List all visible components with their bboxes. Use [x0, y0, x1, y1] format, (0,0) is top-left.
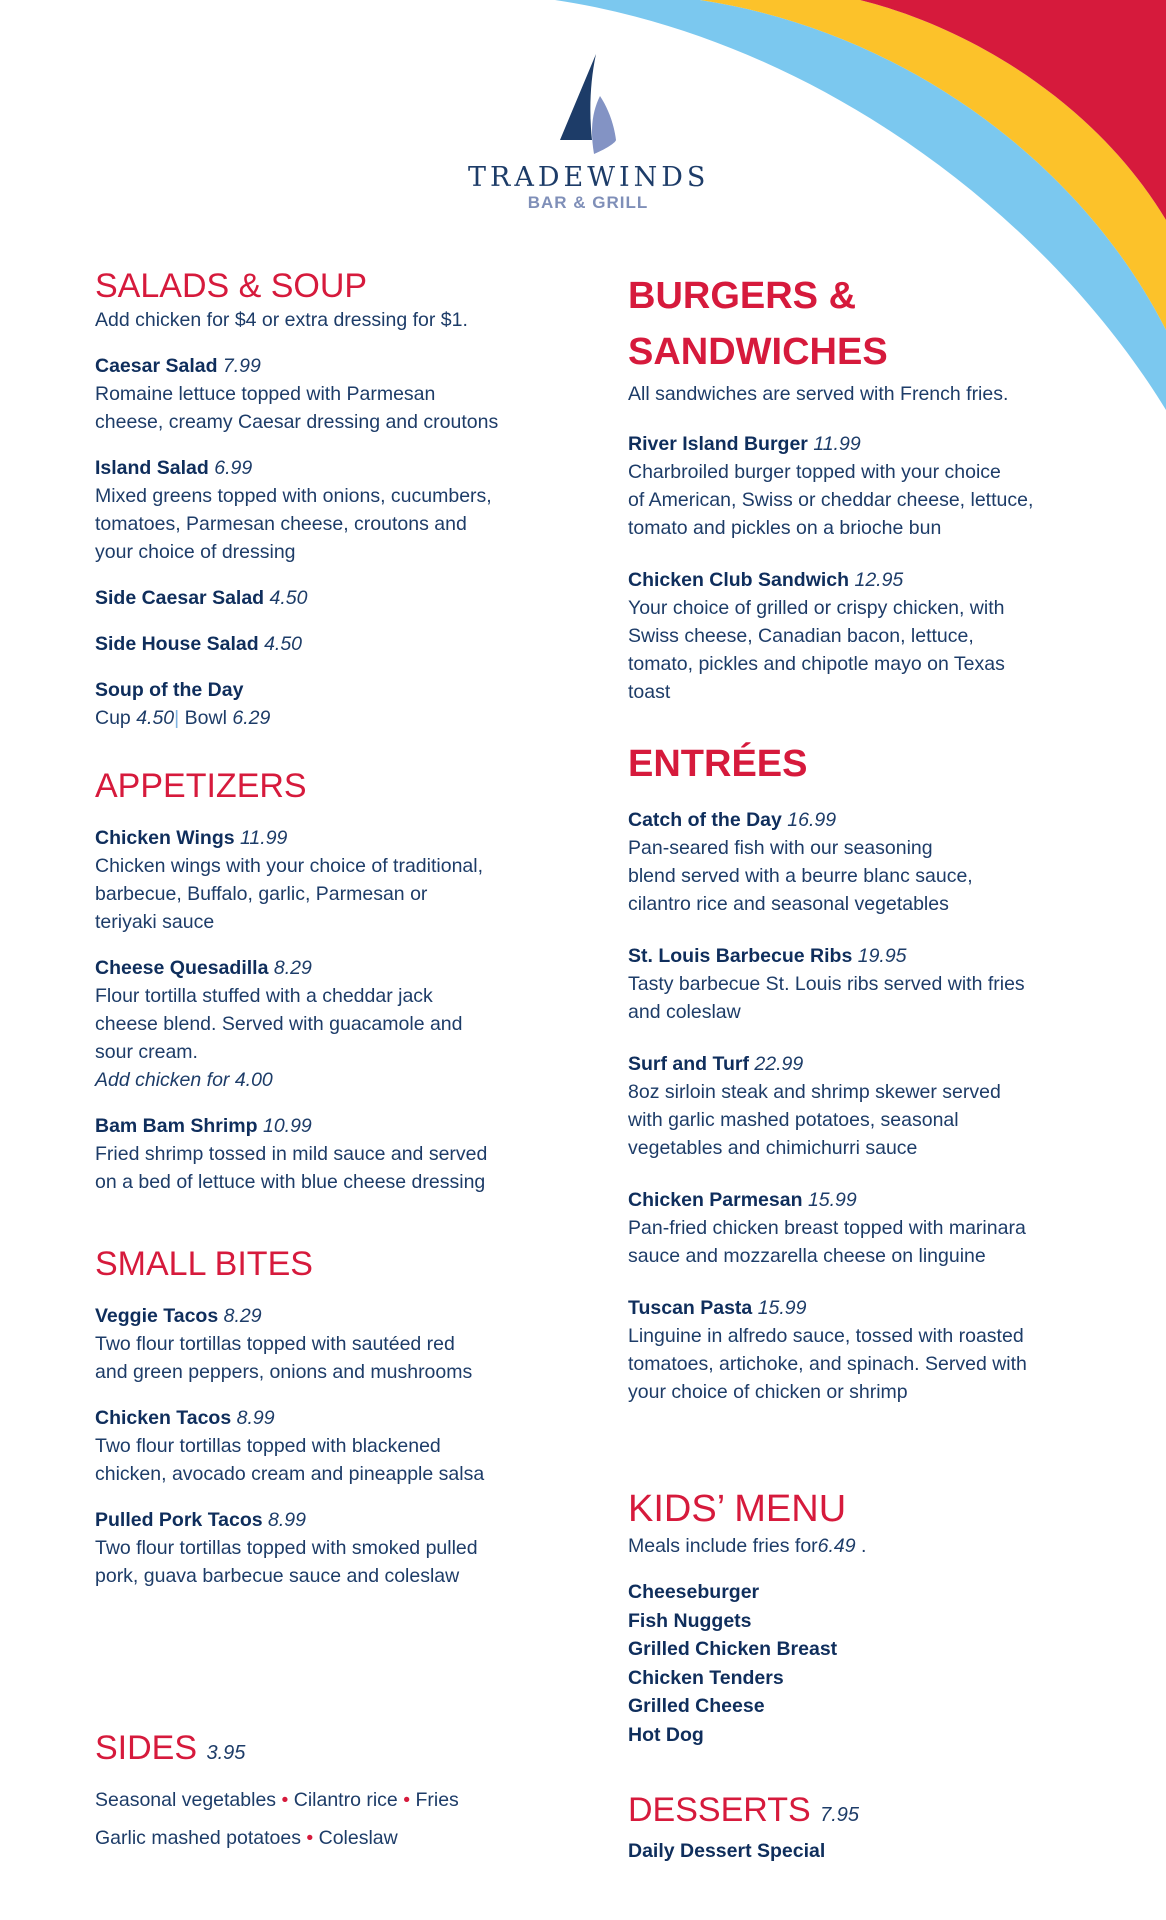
- menu-item: [95, 954, 575, 1094]
- side-item: Seasonal vegetables: [95, 1789, 277, 1811]
- item-description: and coleslaw: [628, 1001, 741, 1023]
- menu-item: [95, 1112, 575, 1196]
- kids-item: Fish Nuggets: [628, 1609, 752, 1632]
- section-price: 3.95: [206, 1742, 246, 1764]
- item-description: tomatoes, Parmesan cheese, croutons and: [95, 513, 467, 535]
- item-name: Pulled Pork Tacos: [95, 1509, 263, 1531]
- price-separator: |: [174, 707, 180, 729]
- item-description: Two flour tortillas topped with blackened: [95, 1435, 441, 1457]
- item-price: 16.99: [787, 809, 837, 831]
- menu-item: [95, 584, 575, 612]
- item-name: Bam Bam Shrimp: [95, 1115, 258, 1137]
- item-description: tomatoes, artichoke, and spinach. Served with: [628, 1353, 1027, 1375]
- sides-section: [95, 1728, 575, 1857]
- item-name: Catch of the Day: [628, 809, 782, 831]
- kids-item: Hot Dog: [628, 1723, 704, 1746]
- item-name: Chicken Parmesan: [628, 1189, 803, 1211]
- item-description: on a bed of lettuce with blue cheese dressing: [95, 1171, 486, 1193]
- item-description: Pan-seared fish with our seasoning: [628, 837, 933, 859]
- item-description: sauce and mozzarella cheese on linguine: [628, 1245, 986, 1267]
- item-description: Two flour tortillas topped with smoked pulled: [95, 1537, 478, 1559]
- item-description: Pan-fried chicken breast topped with marinara: [628, 1217, 1026, 1239]
- brand-name: TRADEWINDS: [468, 162, 710, 193]
- entrees-section: [628, 736, 1088, 1406]
- side-item: Garlic mashed potatoes: [95, 1827, 301, 1849]
- desserts-section: [628, 1790, 1088, 1865]
- item-price: 8.29: [273, 957, 312, 979]
- item-price: 15.99: [757, 1297, 807, 1319]
- item-price: 7.99: [222, 355, 261, 377]
- appetizers-section: [95, 766, 575, 1196]
- item-name: Tuscan Pasta: [628, 1297, 753, 1319]
- item-description: your choice of dressing: [95, 541, 296, 563]
- sides-line: [95, 1819, 575, 1857]
- item-price: 10.99: [262, 1115, 312, 1137]
- item-description: Charbroiled burger topped with your choice: [628, 461, 1001, 483]
- item-description: tomato, pickles and chipotle mayo on Texas: [628, 653, 1005, 675]
- item-name: Island Salad: [95, 457, 209, 479]
- burgers-section: [628, 268, 1088, 706]
- kids-section: [628, 1486, 1088, 1749]
- soup-cup-label: Cup: [95, 707, 131, 729]
- item-name: Veggie Tacos: [95, 1305, 219, 1327]
- item-name: Chicken Wings: [95, 827, 235, 849]
- item-price: 8.29: [223, 1305, 262, 1327]
- section-note: All sandwiches are served with French fries.: [628, 383, 1009, 405]
- section-title: ENTRÉES: [628, 743, 808, 785]
- menu-item: [628, 430, 1088, 542]
- item-name: Surf and Turf: [628, 1053, 749, 1075]
- sailboat-icon: [548, 52, 628, 156]
- menu-item: [95, 1302, 575, 1386]
- dessert-item: Daily Dessert Special: [628, 1840, 826, 1862]
- kids-item: Chicken Tenders: [628, 1666, 784, 1689]
- item-name: Caesar Salad: [95, 355, 218, 377]
- item-description: Your choice of grilled or crispy chicken, with: [628, 597, 1005, 619]
- menu-item: [95, 352, 575, 436]
- item-name: River Island Burger: [628, 433, 808, 455]
- item-description: pork, guava barbecue sauce and coleslaw: [95, 1565, 460, 1587]
- brand-logo: [468, 52, 708, 213]
- item-description: Fried shrimp tossed in mild sauce and served: [95, 1143, 488, 1165]
- soup-cup-price: 4.50: [136, 707, 175, 729]
- item-description: cilantro rice and seasonal vegetables: [628, 893, 949, 915]
- kids-item: Grilled Chicken Breast: [628, 1638, 838, 1660]
- item-name: Chicken Tacos: [95, 1407, 232, 1429]
- menu-item: [95, 1404, 575, 1488]
- right-column: [628, 268, 1088, 1406]
- menu-item: [628, 1186, 1088, 1270]
- section-title: BURGERS &: [628, 275, 857, 317]
- item-price: 11.99: [240, 827, 288, 849]
- menu-item: [628, 1050, 1088, 1162]
- section-title: SMALL BITES: [95, 1245, 313, 1283]
- item-name: Cheese Quesadilla: [95, 957, 269, 979]
- section-title: SANDWICHES: [628, 331, 888, 373]
- item-price: 19.95: [857, 945, 907, 967]
- item-price: 4.50: [264, 633, 303, 655]
- bullet: •: [281, 1789, 289, 1811]
- kids-item: Grilled Cheese: [628, 1695, 765, 1717]
- item-description: cheese blend. Served with guacamole and: [95, 1013, 463, 1035]
- item-description: Flour tortilla stuffed with a cheddar jack: [95, 985, 433, 1007]
- section-note: Add chicken for $4 or extra dressing for $1.: [95, 309, 468, 331]
- item-description: Two flour tortillas topped with sautéed red: [95, 1333, 455, 1355]
- section-title: APPETIZERS: [95, 767, 307, 805]
- menu-item: [628, 806, 1088, 918]
- menu-item: [95, 824, 575, 936]
- menu-item: [95, 630, 575, 658]
- item-description: your choice of chicken or shrimp: [628, 1381, 908, 1403]
- section-title: DESSERTS: [628, 1791, 811, 1829]
- menu-item: [628, 942, 1088, 1026]
- item-price: 11.99: [813, 433, 861, 455]
- item-price: 22.99: [754, 1053, 804, 1075]
- section-title: KIDS’ MENU: [628, 1488, 847, 1530]
- item-price: 12.95: [854, 569, 904, 591]
- side-item: Cilantro rice: [293, 1789, 398, 1811]
- section-title: SALADS & SOUP: [95, 267, 368, 305]
- soup-bowl-label: Bowl: [184, 707, 227, 729]
- menu-item: [628, 1294, 1088, 1406]
- item-description: 8oz sirloin steak and shrimp skewer served: [628, 1081, 1001, 1103]
- menu-item: [95, 676, 575, 732]
- kids-items: [628, 1578, 1088, 1749]
- item-description: with garlic mashed potatoes, seasonal: [628, 1109, 959, 1131]
- item-price: 8.99: [268, 1509, 306, 1531]
- item-description: Mixed greens topped with onions, cucumbers,: [95, 485, 492, 507]
- item-description: blend served with a beurre blanc sauce,: [628, 865, 973, 887]
- item-description: toast: [628, 681, 671, 703]
- left-column: [95, 266, 575, 1590]
- small-bites-section: [95, 1244, 575, 1590]
- menu-item: [95, 454, 575, 566]
- item-name: Chicken Club Sandwich: [628, 569, 850, 591]
- sides-line: [95, 1781, 575, 1819]
- item-name: Soup of the Day: [95, 679, 244, 701]
- menu-item: [95, 1506, 575, 1590]
- section-title: SIDES: [95, 1729, 198, 1767]
- soup-bowl-price: 6.29: [232, 707, 271, 729]
- brand-subtitle: BAR & GRILL: [527, 193, 649, 212]
- bullet: •: [403, 1789, 411, 1811]
- side-item: Fries: [415, 1789, 459, 1811]
- section-price: 6.49: [817, 1535, 856, 1557]
- item-description: Romaine lettuce topped with Parmesan: [95, 383, 436, 405]
- item-description: Tasty barbecue St. Louis ribs served with fries: [628, 973, 1025, 995]
- item-description: sour cream.: [95, 1041, 198, 1063]
- item-description: cheese, creamy Caesar dressing and croutons: [95, 411, 499, 433]
- item-description: Linguine in alfredo sauce, tossed with roasted: [628, 1325, 1024, 1347]
- item-name: Side Caesar Salad: [95, 587, 265, 609]
- item-description: tomato and pickles on a brioche bun: [628, 517, 942, 539]
- item-name: Side House Salad: [95, 633, 259, 655]
- item-price: 15.99: [807, 1189, 857, 1211]
- menu-item: [628, 566, 1088, 706]
- section-price: 7.95: [820, 1804, 860, 1826]
- section-note: Meals include fries for: [628, 1535, 818, 1557]
- item-description: Chicken wings with your choice of traditional,: [95, 855, 484, 877]
- item-description: barbecue, Buffalo, garlic, Parmesan or: [95, 883, 428, 905]
- kids-item: Cheeseburger: [628, 1581, 760, 1603]
- side-item: Coleslaw: [318, 1827, 398, 1849]
- item-description: teriyaki sauce: [95, 911, 215, 933]
- item-description: of American, Swiss or cheddar cheese, lettuce,: [628, 489, 1034, 511]
- item-description: Swiss cheese, Canadian bacon, lettuce,: [628, 625, 974, 647]
- item-addon: Add chicken for 4.00: [95, 1069, 273, 1091]
- item-description: vegetables and chimichurri sauce: [628, 1137, 918, 1159]
- item-description: chicken, avocado cream and pineapple salsa: [95, 1463, 485, 1485]
- item-description: and green peppers, onions and mushrooms: [95, 1361, 473, 1383]
- note-period: .: [861, 1535, 867, 1557]
- salads-section: [95, 266, 575, 732]
- item-price: 6.99: [214, 457, 253, 479]
- item-price: 8.99: [236, 1407, 275, 1429]
- item-price: 4.50: [269, 587, 308, 609]
- bullet: •: [306, 1827, 314, 1849]
- item-name: St. Louis Barbecue Ribs: [628, 945, 853, 967]
